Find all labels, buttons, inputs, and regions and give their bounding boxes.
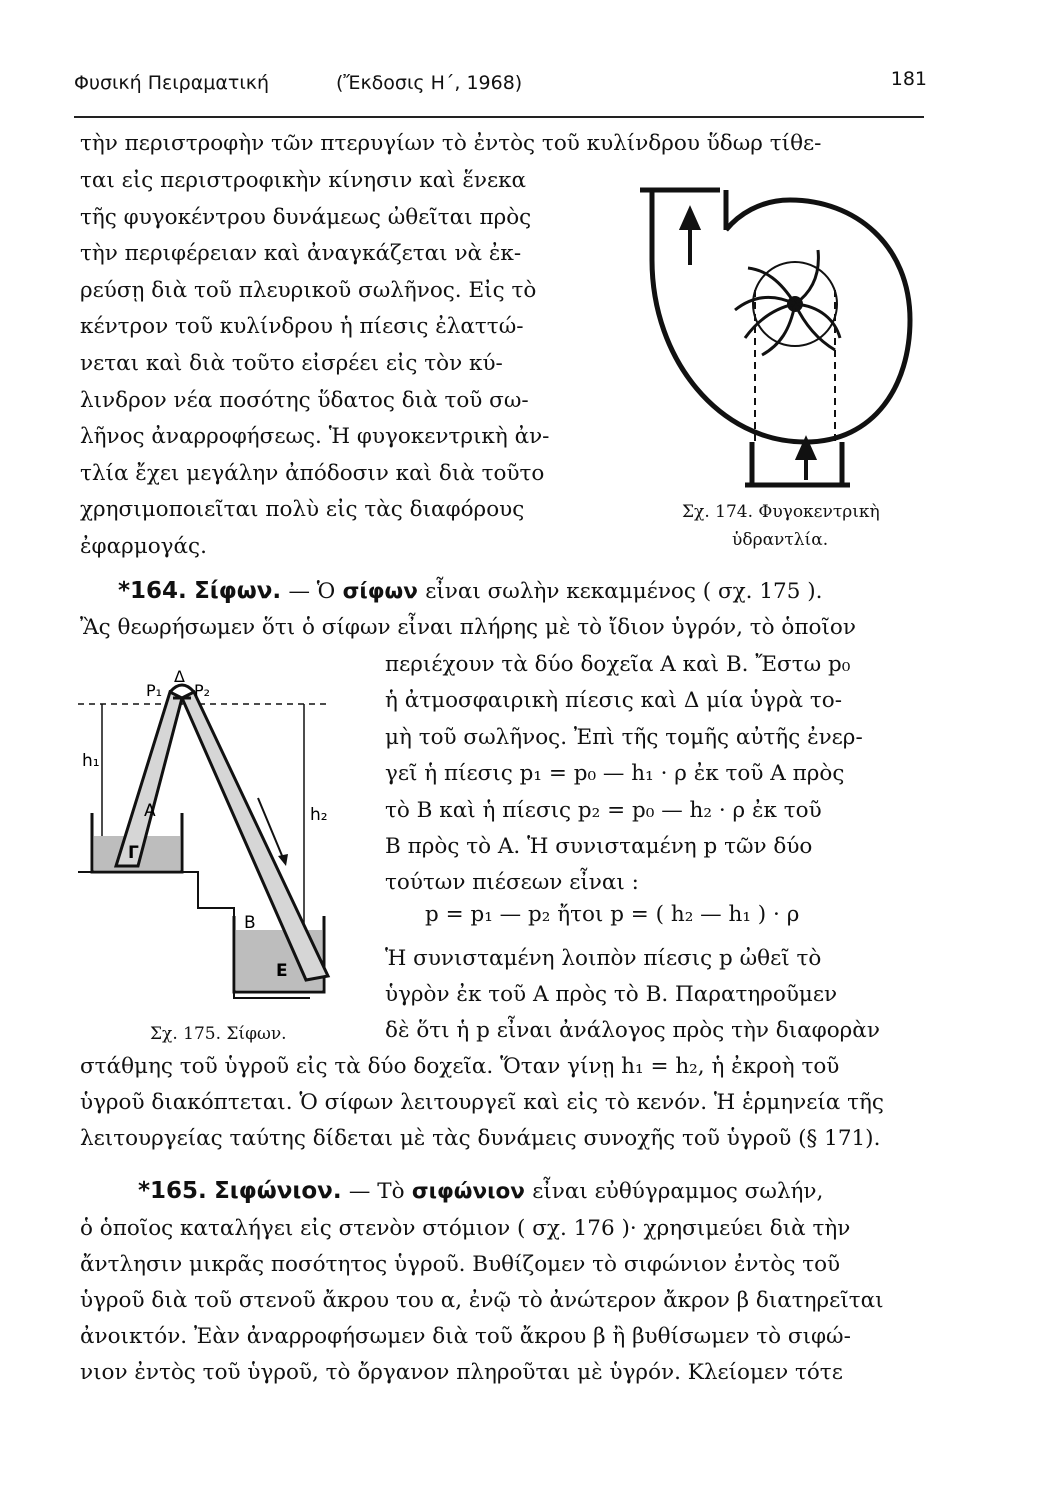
section-dash: — Τὸ [348, 1179, 405, 1204]
text-line: μὴ τοῦ σωλῆνος. Ἐπὶ τῆς τομῆς αὐτῆς ἐνερ- [385, 725, 863, 750]
text-line: ται εἰς περιστροφικὴν κίνησιν καὶ ἕνεκα [80, 168, 527, 193]
header-rule [74, 116, 924, 118]
figure-174-caption: Σχ. 174. Φυγοκεντρικὴ [682, 502, 880, 522]
label-b: B [244, 913, 256, 933]
equation: p = p₁ — p₂ ἤτοι p = ( h₂ — h₁ ) · ρ [425, 902, 800, 927]
section-dash: — Ὁ [288, 579, 336, 604]
label-e: E [276, 961, 288, 981]
label-a: A [144, 801, 156, 821]
text-line: ἐφαρμογάς. [80, 534, 207, 559]
header-book-title: Φυσική Πειραματική [74, 72, 269, 94]
section-term: σιφώνιον [411, 1179, 525, 1204]
text-line: δὲ ὅτι ἡ p εἶναι ἀνάλογος πρὸς τὴν διαφορὰν [385, 1018, 880, 1043]
figure-175-siphon [78, 668, 378, 1008]
text-line: λειτουργείας ταύτης δίδεται μὲ τὰς δυνάμεις συνοχῆς τοῦ ὑγροῦ (§ 171). [80, 1126, 881, 1151]
label-h2: h₂ [310, 805, 328, 825]
text-line: Β πρὸς τὸ Α. Ἡ συνισταμένη p τῶν δύο [385, 834, 813, 859]
running-header [74, 64, 927, 104]
section-number: *164. [118, 578, 187, 604]
figure-175-caption: Σχ. 175. Σίφων. [150, 1024, 287, 1044]
text-line: στάθμης τοῦ ὑγροῦ εἰς τὰ δύο δοχεῖα. Ὅταν γίνῃ h₁ = h₂, ἡ ἐκροὴ τοῦ [80, 1054, 840, 1079]
page-number: 181 [890, 68, 927, 90]
text-line: λινδρον νέα ποσότης ὕδατος διὰ τοῦ σω- [80, 388, 529, 413]
text-line: τῆς φυγοκέντρου δυνάμεως ὠθεῖται πρὸς [80, 205, 532, 230]
text-line: χρησιμοποιεῖται πολὺ εἰς τὰς διαφόρους [80, 497, 525, 522]
text-line: ὁ ὁποῖος καταλήγει εἰς στενὸν στόμιον ( σχ. 176 )· χρησιμεύει διὰ τὴν [80, 1216, 851, 1241]
section-title: Σίφων. [194, 578, 282, 604]
section-line1-rest: εἶναι εὐθύγραμμος σωλήν, [532, 1179, 824, 1204]
text-line: ρεύσῃ διὰ τοῦ πλευρικοῦ σωλῆνος. Εἰς τὸ [80, 278, 537, 303]
figure-174-caption-line2: ὑδραντλία. [732, 530, 829, 550]
text-line: ὑγροῦ διακόπτεται. Ὁ σίφων λειτουργεῖ καὶ εἰς τὸ κενόν. Ἡ ἑρμηνεία τῆς [80, 1090, 884, 1115]
text-line: τλία ἔχει μεγάλην ἀπόδοσιν καὶ διὰ τοῦτο [80, 461, 545, 486]
text-line: τὴν περιστροφὴν τῶν πτερυγίων τὸ ἐντὸς τοῦ κυλίνδρου ὕδωρ τίθε- [80, 131, 822, 156]
text-line: Ἡ συνισταμένη λοιπὸν πίεσις p ὠθεῖ τὸ [385, 946, 822, 971]
label-delta: Δ [174, 668, 185, 686]
text-line: νεται καὶ διὰ τοῦτο εἰσρέει εἰς τὸν κύ- [80, 351, 503, 376]
text-line: κέντρον τοῦ κυλίνδρου ἡ πίεσις ἐλαττώ- [80, 314, 524, 339]
text-line: τούτων πιέσεων εἶναι : [385, 870, 639, 895]
text-line: ὑγροῦ διὰ τοῦ στενοῦ ἄκρου του α, ἐνῷ τὸ ἀνώτερον ἄκρον β διατηρεῖται [80, 1288, 884, 1313]
section-165-heading [138, 1180, 823, 1203]
text-line: Ἂς θεωρήσωμεν ὅτι ὁ σίφων εἶναι πλήρης μὲ τὸ ἴδιον ὑγρόν, τὸ ὁποῖον [80, 615, 856, 640]
section-term: σίφων [342, 579, 418, 604]
text-line: περιέχουν τὰ δύο δοχεῖα Α καὶ Β. Ἔστω p₀ [385, 652, 851, 677]
section-164-heading [118, 580, 822, 603]
text-line: λῆνος ἀναρροφήσεως. Ἡ φυγοκεντρικὴ ἀν- [80, 424, 550, 449]
text-line: ἀνοικτόν. Ἐὰν ἀναρροφήσωμεν διὰ τοῦ ἄκρου β ἢ βυθίσωμεν τὸ σιφώ- [80, 1324, 851, 1349]
section-line1-rest: εἶναι σωλὴν κεκαμμένος ( σχ. 175 ). [425, 579, 823, 604]
text-line: νιον ἐντὸς τοῦ ὑγροῦ, τὸ ὄργανον πληροῦται μὲ ὑγρόν. Κλείομεν τότε [80, 1360, 843, 1385]
label-p2: P₂ [194, 681, 211, 700]
text-line: ἄντλησιν μικρᾶς ποσότητος ὑγροῦ. Βυθίζομεν τὸ σιφώνιον ἐντὸς τοῦ [80, 1252, 841, 1277]
header-edition: (Ἔκδοσις Η΄, 1968) [336, 72, 523, 94]
label-g: Γ [128, 843, 139, 863]
text-line: τὴν περιφέρειαν καὶ ἀναγκάζεται νὰ ἐκ- [80, 241, 522, 266]
text-line: γεῖ ἡ πίεσις p₁ = p₀ — h₁ · ρ ἐκ τοῦ Α πρὸς [385, 761, 845, 786]
label-h1: h₁ [82, 751, 100, 771]
text-line: τὸ Β καὶ ἡ πίεσις p₂ = p₀ — h₂ · ρ ἐκ τοῦ [385, 798, 822, 823]
text-line: ἡ ἀτμοσφαιρικὴ πίεσις καὶ Δ μία ὑγρὰ το- [385, 688, 842, 713]
section-title: Σιφώνιον. [214, 1178, 342, 1204]
label-p1: P₁ [146, 681, 163, 700]
section-number: *165. [138, 1178, 207, 1204]
text-line: ὑγρὸν ἐκ τοῦ Α πρὸς τὸ Β. Παρατηροῦμεν [385, 982, 838, 1007]
figure-174-centrifugal-pump [630, 180, 920, 500]
